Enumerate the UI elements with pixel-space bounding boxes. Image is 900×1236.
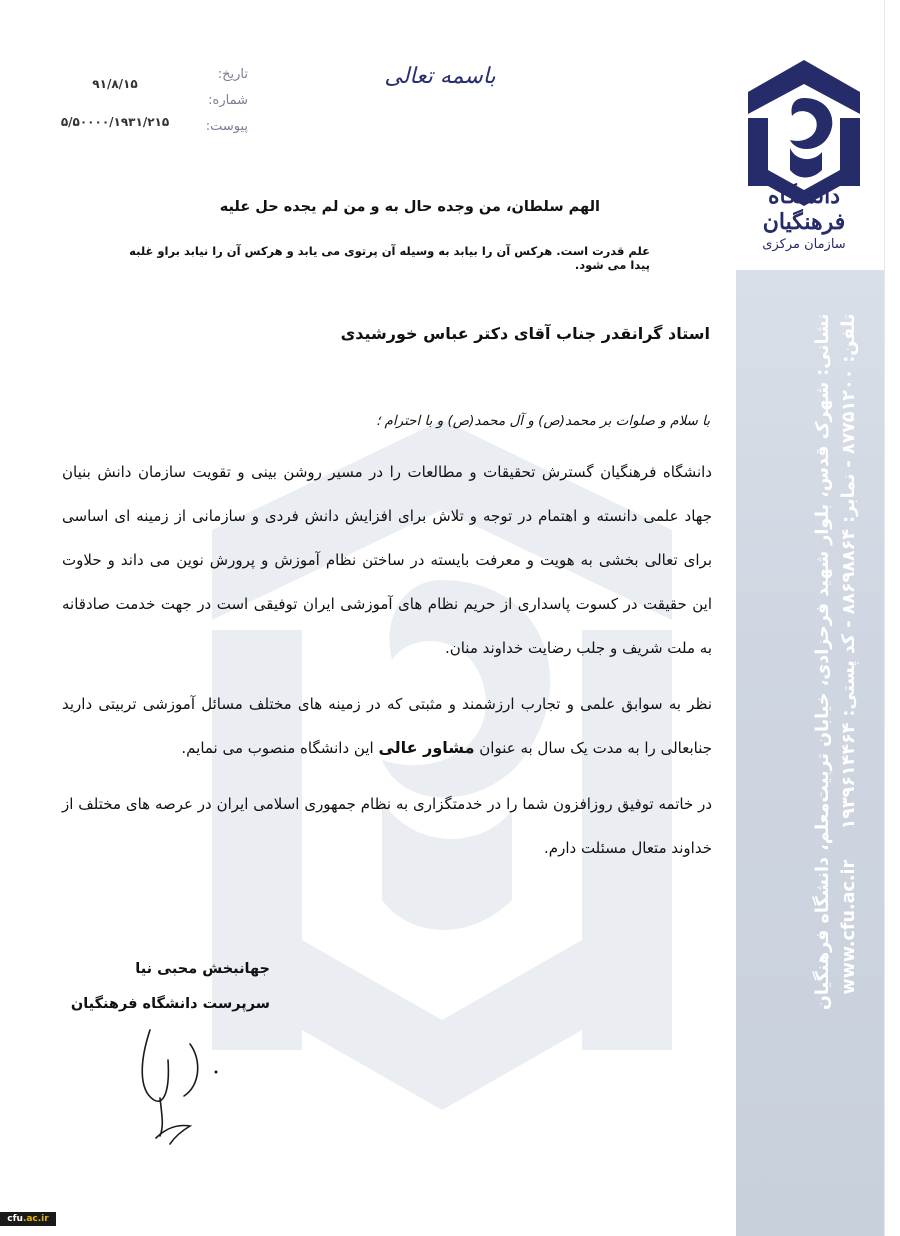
page-edge — [884, 0, 885, 1236]
band-website: www.cfu.ac.ir — [839, 859, 859, 995]
opening-quote: علم قدرت است. هرکس آن را بیابد به وسیله آن پرتوی می یابد و هرکس آن را نیابد براو غلبه پیدا می شود. — [129, 244, 650, 272]
salutation: با سلام و صلوات بر محمد(ص) و آل محمد(ص) و با احترام ؛ — [375, 413, 710, 429]
date-label: تاریخ: — [217, 67, 248, 82]
university-name: دانشگاه فرهنگیان — [762, 183, 846, 235]
letter-body — [62, 450, 712, 870]
body-paragraph-3: در خاتمه توفیق روزافزون شما را در خدمتگزاری به نظام جمهوری اسلامی ایران در عرصه های مختلف از خداوند متعال مسئلت دارم. — [62, 795, 712, 857]
appointment-title: مشاور عالی — [378, 738, 475, 757]
bismillah-heading: باسمه تعالی — [384, 64, 496, 89]
logo-caption — [738, 183, 870, 252]
paragraph2-text-start: نظر به سوابق علمی و تجارب ارزشمند و مثبتی که در زمینه های مختلف مسائل آموزشی تربیتی دارید جنابعالی را به مدت یک سال به عنوان — [62, 695, 712, 757]
date-value: ۹۱/۸/۱۵ — [92, 77, 138, 91]
signatory-title: سرپرست دانشگاه فرهنگیان — [70, 996, 270, 1012]
meta-labels — [190, 62, 248, 140]
meta-values — [60, 65, 170, 141]
signatory-name: جهانبخش محبی نیا — [135, 961, 270, 977]
number-label: شماره: — [208, 93, 248, 108]
band-contact: تلفن: ۸۷۷۵۱۲۰۰ - نمابر: ۸۸۶۹۸۸۶۴ - کد پستی: ۱۹۳۹۶۱۴۴۶۴ — [839, 313, 859, 830]
addressee: استاد گرانقدر جناب آقای دکتر عباس خورشیدی — [340, 324, 710, 343]
body-paragraph-2 — [62, 682, 712, 770]
body-paragraph-1: دانشگاه فرهنگیان گسترش تحقیقات و مطالعات را در مسیر روشن بینی و تقویت سازمان دانش بنیان جهاد علمی دانسته و اهتمام در توجه و تلاش برای افزایش دانش فردی و سازمانی از زمینه ای اساسی برای تعالی بخشی به هویت و معرفت بایسته در ساختن نظام آموزش و پرورش نوین می داند و حلاوت این حقیقت در کسوت پاسداری از حریم نظام های آموزشی ایران توفیقی است در جهت خدمت صادقانه به ملت شریف و جلب رضایت خداوند منان. — [62, 463, 712, 657]
opening-prayer: الهم سلطان، من وجده حال به و من لم یجده حل علیه — [219, 199, 600, 215]
handwritten-signature-icon — [130, 1020, 240, 1150]
band-address: نشانی: شهرک قدس، بلوار شهید فرحزادی، خیابان تربیت‌معلم، دانشگاه فرهنگیان — [813, 313, 833, 1010]
attachment-label: پیوست: — [205, 119, 248, 134]
paragraph2-text-end: این دانشگاه منصوب می نمایم. — [181, 739, 379, 757]
number-value: ۵/۵۰۰۰۰/۱۹۳۱/۲۱۵ — [60, 115, 170, 129]
site-watermark-tag: cfu.ac.ir — [0, 1212, 56, 1226]
org-unit: سازمان مرکزی — [762, 237, 846, 252]
